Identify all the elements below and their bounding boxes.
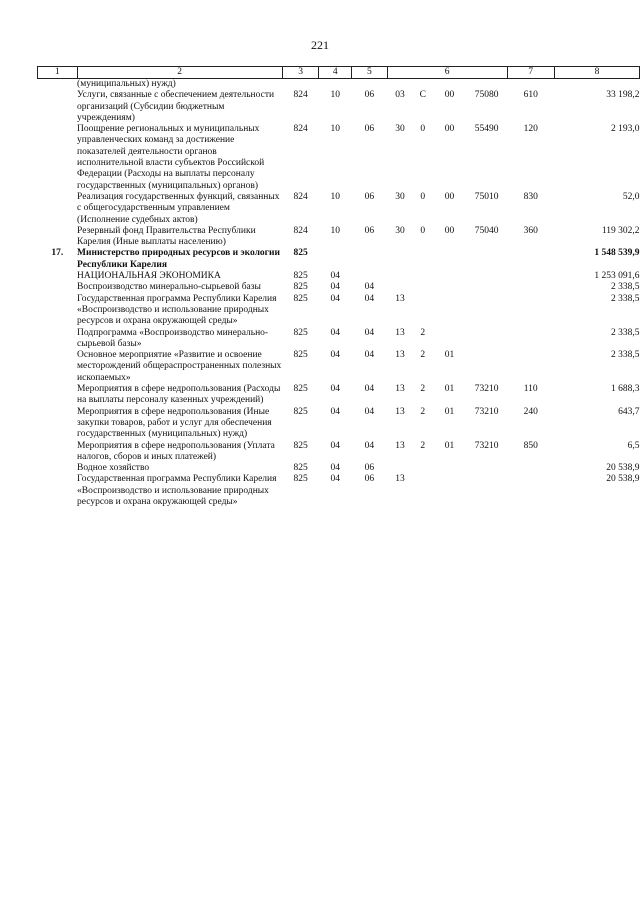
subsection-code: 04 — [364, 440, 375, 451]
amount: 52,0 — [622, 191, 640, 202]
subsection-code: 06 — [364, 225, 375, 236]
subprogram-code: 0 — [420, 191, 426, 202]
section-code: 04 — [330, 474, 341, 485]
subprogram-code — [413, 294, 433, 328]
section-code: 10 — [330, 225, 341, 236]
section-number — [38, 90, 78, 124]
event-code — [433, 282, 467, 293]
event-code: 01 — [444, 406, 455, 417]
subprogram-code: 2 — [420, 350, 426, 361]
section-number — [38, 474, 78, 508]
subprogram-code — [413, 282, 433, 293]
ministry-code: 825 — [293, 440, 308, 451]
section-code — [319, 79, 352, 91]
expense-type-code: 850 — [523, 440, 538, 451]
event-code — [433, 294, 467, 328]
item-name: Мероприятия в сфере недропользования (Иные закупки товаров, работ и услуг для обеспечения государственных (муниципальных) нужд) — [77, 406, 272, 440]
section-number: 17. — [51, 248, 64, 259]
subsection-code — [352, 79, 388, 91]
ministry-code: 825 — [293, 463, 308, 474]
table-row — [38, 248, 640, 271]
table-row — [38, 79, 640, 91]
amount: 20 538,9 — [606, 463, 640, 474]
table-row — [38, 271, 640, 282]
item-name: (муниципальных) нужд) — [77, 79, 176, 89]
item-name: Резервный фонд Правительства Республики Карелия (Иные выплаты населению) — [77, 225, 256, 248]
expense-type-code: 240 — [523, 406, 538, 417]
section-number — [38, 463, 78, 474]
program-code: 13 — [395, 327, 405, 338]
section-code: 04 — [330, 440, 341, 451]
ministry-code: 824 — [293, 191, 308, 202]
program-code — [387, 79, 413, 91]
program-code: 30 — [395, 124, 405, 135]
table-row — [38, 441, 640, 464]
item-name: Государственная программа Республики Карелия «Воспроизводство и использование природных ресурсов и охрана окружающей среды» — [77, 474, 277, 507]
ministry-code: 824 — [293, 90, 308, 101]
section-code: 10 — [330, 191, 341, 202]
event-code — [433, 328, 467, 351]
table-row — [38, 384, 640, 407]
subprogram-code — [413, 474, 433, 508]
direction-code: 75040 — [474, 225, 499, 236]
program-code — [387, 282, 413, 293]
ministry-code: 824 — [293, 124, 308, 135]
expense-type-code — [507, 474, 554, 508]
amount: 643,7 — [618, 406, 640, 417]
section-number — [38, 350, 78, 384]
table-row — [38, 474, 640, 508]
event-code: 00 — [444, 225, 455, 236]
subsection-code — [352, 271, 388, 282]
item-name: Услуги, связанные с обеспечением деятельности организаций (Субсидии бюджетным учреждениям) — [77, 90, 275, 123]
event-code — [433, 271, 467, 282]
item-name: Реализация государственных функций, связанных с общегосударственным управлением (Исполнение судебных актов) — [77, 191, 280, 225]
table-row — [38, 328, 640, 351]
amount: 1 253 091,6 — [594, 271, 640, 282]
section-number — [38, 328, 78, 351]
subprogram-code — [413, 79, 433, 91]
expense-type-code: 120 — [523, 124, 538, 135]
column-header: 8 — [554, 67, 639, 79]
event-code — [433, 474, 467, 508]
direction-code — [466, 463, 507, 474]
subsection-code: 04 — [364, 384, 375, 395]
expense-type-code: 610 — [523, 90, 538, 101]
section-code: 04 — [330, 293, 341, 304]
item-name: Основное мероприятие «Развитие и освоение месторождений общераспространенных полезных ископаемых» — [77, 350, 282, 383]
page-number: 221 — [311, 38, 329, 52]
section-number — [38, 441, 78, 464]
column-header: 4 — [319, 67, 352, 79]
column-header: 7 — [507, 67, 554, 79]
event-code: 01 — [444, 384, 455, 395]
direction-code: 73210 — [474, 440, 499, 451]
direction-code — [466, 328, 507, 351]
subsection-code: 06 — [364, 90, 375, 101]
program-code: 30 — [395, 225, 405, 236]
subsection-code — [352, 248, 388, 271]
amount: 2 193,0 — [611, 124, 640, 135]
event-code: 00 — [444, 90, 455, 101]
section-number — [38, 294, 78, 328]
direction-code — [466, 79, 507, 91]
table-row — [38, 124, 640, 192]
section-code: 10 — [330, 90, 341, 101]
section-code: 04 — [330, 384, 341, 395]
column-header: 6 — [387, 67, 507, 79]
expense-type-code — [507, 350, 554, 384]
direction-code: 73210 — [474, 384, 499, 395]
amount: 1 688,3 — [611, 384, 640, 395]
subprogram-code: 0 — [420, 225, 426, 236]
item-name: Водное хозяйство — [77, 463, 150, 474]
amount: 2 338,5 — [611, 282, 640, 293]
table-row — [38, 463, 640, 474]
section-code: 04 — [330, 406, 341, 417]
section-code: 04 — [330, 271, 341, 282]
table-row — [38, 282, 640, 293]
column-header: 3 — [282, 67, 319, 79]
direction-code — [466, 294, 507, 328]
expense-type-code — [507, 79, 554, 91]
direction-code: 75010 — [474, 191, 499, 202]
column-header: 5 — [352, 67, 388, 79]
event-code: 00 — [444, 191, 455, 202]
subprogram-code: С — [419, 90, 426, 101]
direction-code: 73210 — [474, 406, 499, 417]
section-number — [38, 407, 78, 441]
ministry-code: 825 — [293, 384, 308, 395]
expense-type-code: 360 — [523, 225, 538, 236]
item-name: Поощрение региональных и муниципальных управленческих команд за достижение показателей деятельности органов исполнительной власти субъектов Российской Федерации (Расходы на выплаты персоналу государственных (муниципальных) органов) — [77, 124, 265, 191]
event-code — [433, 248, 467, 271]
ministry-code: 825 — [293, 327, 308, 338]
ministry-code: 825 — [293, 248, 308, 259]
program-code — [387, 248, 413, 271]
event-code: 01 — [444, 440, 455, 451]
program-code: 13 — [395, 406, 405, 417]
column-header-row — [38, 67, 640, 79]
ministry-code: 825 — [293, 282, 308, 293]
expense-type-code: 110 — [523, 384, 538, 395]
expense-type-code — [507, 463, 554, 474]
direction-code: 55490 — [474, 124, 499, 135]
table-row — [38, 407, 640, 441]
direction-code — [466, 350, 507, 384]
column-header: 1 — [38, 67, 78, 79]
subprogram-code — [413, 463, 433, 474]
item-name: Подпрограмма «Воспроизводство минерально-сырьевой базы» — [77, 327, 269, 349]
item-name: Мероприятия в сфере недропользования (Расходы на выплаты персоналу казенных учреждений) — [77, 384, 281, 406]
subprogram-code: 2 — [420, 440, 426, 451]
amount: 20 538,9 — [606, 474, 640, 485]
program-code: 13 — [395, 384, 405, 395]
table-row — [38, 294, 640, 328]
event-code — [433, 79, 467, 91]
section-number — [38, 226, 78, 249]
subsection-code: 06 — [364, 474, 375, 485]
item-name: Мероприятия в сфере недропользования (Уплата налогов, сборов и иных платежей) — [77, 440, 275, 462]
subsection-code: 04 — [364, 327, 375, 338]
expense-type-code — [507, 294, 554, 328]
program-code — [387, 463, 413, 474]
section-code: 04 — [330, 350, 341, 361]
expense-type-code — [507, 271, 554, 282]
item-name: Государственная программа Республики Карелия «Воспроизводство и использование природных ресурсов и охрана окружающей среды» — [77, 293, 277, 327]
column-header: 2 — [77, 67, 282, 79]
section-code: 10 — [330, 124, 341, 135]
ministry-code: 824 — [293, 225, 308, 236]
subsection-code: 04 — [364, 350, 375, 361]
event-code: 00 — [444, 124, 455, 135]
program-code: 13 — [395, 474, 405, 485]
section-number — [38, 282, 78, 293]
subsection-code: 04 — [364, 293, 375, 304]
amount — [554, 79, 639, 91]
amount: 33 198,2 — [606, 90, 640, 101]
program-code: 13 — [395, 293, 405, 304]
ministry-code: 825 — [293, 293, 308, 304]
program-code: 03 — [395, 90, 405, 101]
subprogram-code: 0 — [420, 124, 426, 135]
program-code: 13 — [395, 440, 405, 451]
table-row — [38, 90, 640, 124]
ministry-code: 825 — [293, 474, 308, 485]
section-number — [38, 192, 78, 226]
direction-code — [466, 271, 507, 282]
item-name: Воспроизводство минерально-сырьевой базы — [77, 282, 261, 293]
item-name: Министерство природных ресурсов и экологии Республики Карелия — [77, 248, 280, 270]
section-number — [38, 79, 78, 91]
amount: 6,5 — [627, 440, 640, 451]
subprogram-code — [413, 271, 433, 282]
amount: 1 548 539,9 — [594, 248, 640, 259]
subsection-code: 06 — [364, 124, 375, 135]
table-row — [38, 350, 640, 384]
amount: 2 338,5 — [611, 350, 640, 361]
direction-code — [466, 282, 507, 293]
direction-code — [466, 474, 507, 508]
expense-type-code — [507, 328, 554, 351]
subprogram-code: 2 — [420, 327, 426, 338]
expense-type-code: 830 — [523, 191, 538, 202]
table-row — [38, 192, 640, 226]
section-code: 04 — [330, 282, 341, 293]
expense-type-code — [507, 248, 554, 271]
section-number — [38, 271, 78, 282]
event-code: 01 — [444, 350, 455, 361]
amount: 119 302,2 — [601, 225, 640, 236]
subprogram-code: 2 — [420, 384, 426, 395]
direction-code: 75080 — [474, 90, 499, 101]
event-code — [433, 463, 467, 474]
ministry-code: 825 — [293, 406, 308, 417]
section-code — [319, 248, 352, 271]
program-code: 30 — [395, 191, 405, 202]
ministry-code: 825 — [293, 350, 308, 361]
program-code — [387, 271, 413, 282]
section-number — [38, 384, 78, 407]
expense-type-code — [507, 282, 554, 293]
section-code: 04 — [330, 327, 341, 338]
ministry-code — [282, 79, 319, 91]
program-code: 13 — [395, 350, 405, 361]
subsection-code: 06 — [364, 463, 375, 474]
item-name: НАЦИОНАЛЬНАЯ ЭКОНОМИКА — [77, 271, 221, 282]
subsection-code: 04 — [364, 406, 375, 417]
table-row — [38, 226, 640, 249]
ministry-code: 825 — [293, 271, 308, 282]
subprogram-code — [413, 248, 433, 271]
amount: 2 338,5 — [611, 327, 640, 338]
subprogram-code: 2 — [420, 406, 426, 417]
section-code: 04 — [330, 463, 341, 474]
subsection-code: 04 — [364, 282, 375, 293]
budget-table — [37, 66, 640, 508]
direction-code — [466, 248, 507, 271]
section-number — [38, 124, 78, 192]
subsection-code: 06 — [364, 191, 375, 202]
amount: 2 338,5 — [611, 293, 640, 304]
